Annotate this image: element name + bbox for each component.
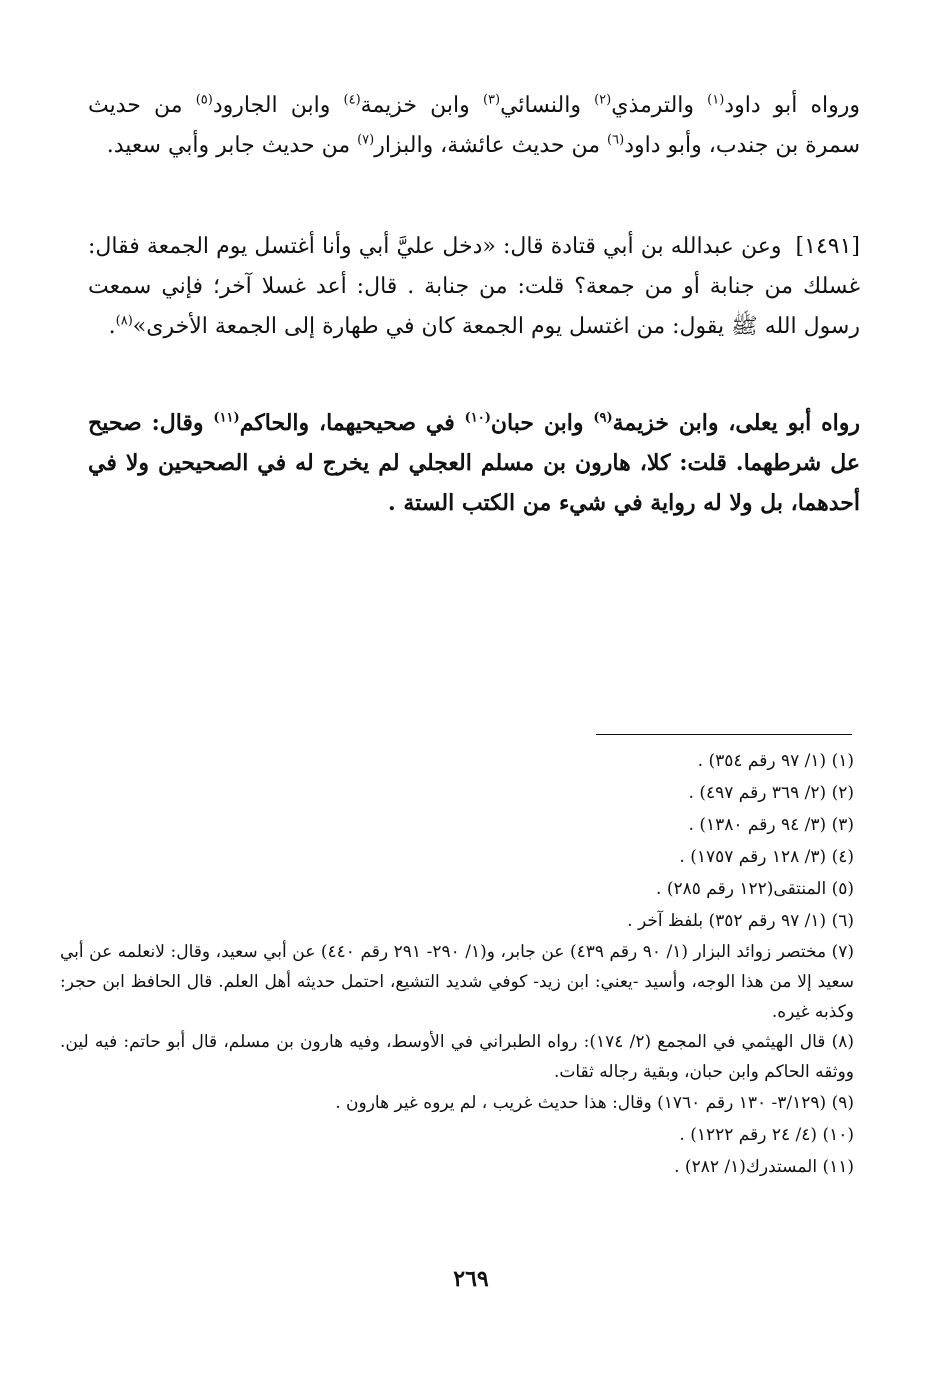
text-segment: من حديث جابر وأبي سعيد. — [106, 133, 358, 158]
footnote-ref[interactable]: (٥) — [195, 92, 213, 108]
footnote-1: (١) (١/ ٩٧ رقم ٣٥٤) . — [697, 751, 854, 771]
footnote-ref[interactable]: (٩) — [593, 410, 613, 426]
footnote-2: (٢) (٢/ ٣٦٩ رقم ٤٩٧) . — [688, 783, 854, 803]
footnotes-list — [60, 745, 854, 1183]
footnote-3: (٣) (٣/ ٩٤ رقم ١٣٨٠) . — [688, 815, 854, 835]
text-segment: والترمذي — [611, 93, 708, 118]
paragraph-commentary — [88, 403, 860, 523]
footnote-4: (٤) (٣/ ١٢٨ رقم ١٧٥٧) . — [679, 847, 854, 867]
text-segment: رواه أبو يعلى، وابن خزيمة — [612, 410, 860, 436]
footnote-ref[interactable]: (٧) — [357, 132, 375, 148]
hadith-text: وعن عبدالله بن أبي قتادة قال: «دخل عليَّ أبي وأنا أغتسل يوم الجمعة فقال: غسلك من جنابة أو من جمعة؟ قلت: من جنابة . قال: أعد غسلا آخر؛ فإني سمعت رسول الله ﷺ يقول: من اغتسل يوم الجمعة كان في طهارة إلى الجمعة الأخرى» — [88, 234, 860, 339]
text-segment: وابن خزيمة — [360, 93, 483, 118]
text-segment: ورواه أبو داود — [724, 93, 861, 118]
footnote-ref[interactable]: (١) — [707, 92, 725, 108]
footnote-ref[interactable]: (٦) — [607, 132, 625, 148]
text-segment: وابن حبان — [490, 410, 594, 436]
footnote-9: (٩) (٣/١٢٩- ١٣٠ رقم ١٧٦٠) وقال: هذا حديث غريب ، لم يروه غير هارون . — [335, 1093, 854, 1113]
paragraph-takhrij — [88, 86, 860, 166]
footnote-ref[interactable]: (٨) — [115, 313, 133, 329]
footnote-7: (٧) مختصر زوائد البزار (١/ ٩٠ رقم ٤٣٩) عن جابر، و(١/ ٢٩٠- ٢٩١ رقم ٤٤٠) عن أبي سعيد، وقال: لانعلمه عن أبي سعيد إلا من هذا الوجه، وأسيد -يعني: ابن زيد- كوفي شديد التشيع، احتمل حديثه أهل العلم. قال الحافظ ابن حجر: وكذبه غيره. — [60, 942, 855, 1022]
footnote-ref[interactable]: (١١) — [213, 410, 240, 426]
text-segment: والنسائي — [500, 93, 595, 118]
hadith-number: [١٤٩١] — [795, 234, 860, 259]
footnote-ref[interactable]: (٤) — [343, 92, 361, 108]
text-segment: . — [108, 314, 116, 339]
text-segment: وابن الجارود — [212, 93, 344, 118]
text-segment: في صحيحيهما، والحاكم — [239, 410, 465, 436]
footnote-ref[interactable]: (١٠) — [464, 410, 491, 426]
footnote-separator — [596, 734, 852, 735]
paragraph-hadith — [88, 227, 860, 347]
text-segment: من حديث سمرة بن جندب، وأبو داود — [88, 93, 860, 158]
footnote-ref[interactable]: (٣) — [482, 92, 501, 108]
text-segment: وقال: صحيح عل شرطهما. قلت: كلا، هارون بن مسلم العجلي لم يخرج له في الصحيحين ولا في أحدهما، بل ولا له رواية في شيء من الكتب الستة . — [88, 410, 860, 516]
footnote-5: (٥) المنتقى(١٢٢ رقم ٢٨٥) . — [656, 879, 854, 899]
page-number: ٢٦٩ — [453, 1266, 489, 1292]
footnote-8: (٨) قال الهيثمي في المجمع (٢/ ١٧٤): رواه الطبراني في الأوسط، وفيه هارون بن مسلم، قال أبو حاتم: فيه لين. ووثقه الحاكم وابن حبان، وبقية رجاله ثقات. — [60, 1032, 854, 1082]
footnote-10: (١٠) (٤/ ٢٤ رقم ١٢٢٢) . — [679, 1125, 854, 1145]
footnote-6: (٦) (١/ ٩٧ رقم ٣٥٢) بلفظ آخر . — [627, 911, 854, 931]
footnote-ref[interactable]: (٢) — [594, 92, 612, 108]
footnote-11: (١١) المستدرك(١/ ٢٨٢) . — [674, 1157, 854, 1177]
text-segment: من حديث عائشة، والبزار — [374, 133, 608, 158]
